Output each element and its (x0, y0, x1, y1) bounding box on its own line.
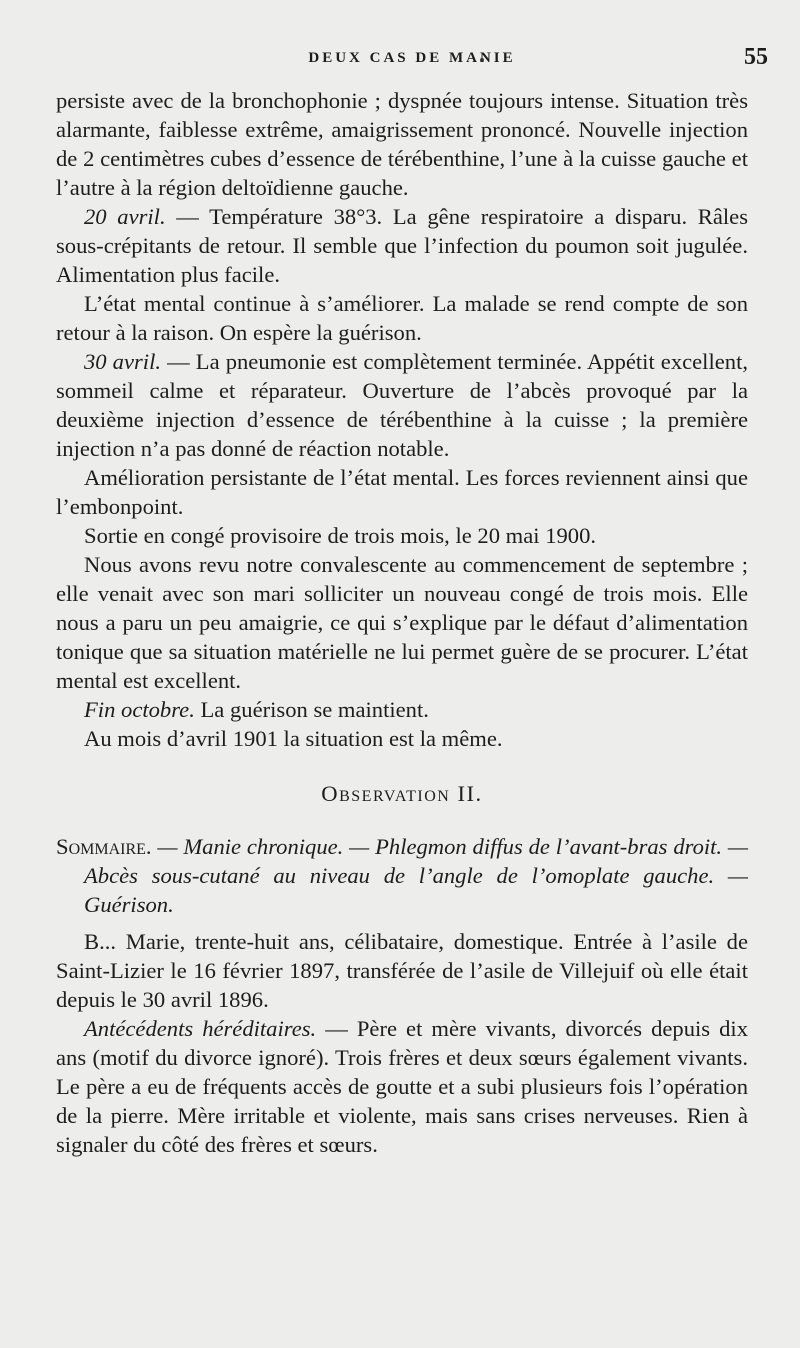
paragraph (56, 550, 748, 695)
paragraph (56, 695, 748, 724)
date-label: 20 avril. (84, 204, 166, 229)
summary-text: — Manie chronique. — Phlegmon diffus de l’avant-bras droit. — Abcès sous-cutané au niveau de l’angle de l’omoplate gauche. — Guérison. (84, 834, 748, 917)
paragraph (56, 463, 748, 521)
paragraph-text: La guérison se maintient. (194, 697, 429, 722)
paragraph-text: — Température 38°3. La gêne respiratoire a disparu. Râles sous-crépitants de retour. Il semble que l’infection du poumon soit jugulée. Alimentation plus facile. (56, 204, 748, 287)
paragraph (56, 927, 748, 1014)
paragraph (56, 86, 748, 202)
paragraph-text: Nous avons revu notre convalescente au commencement de septembre ; elle venait avec son mari solliciter un nouveau congé de trois mois. Elle nous a paru un peu amaigrie, ce qui s’explique par le défaut d’alimentation tonique que sa situation matérielle ne lui permet guère de se procurer. L’état mental est excellent. (56, 552, 748, 693)
section-label: Antécédents héréditaires. (84, 1016, 317, 1041)
paragraph-text: persiste avec de la bronchophonie ; dyspnée toujours intense. Situation très alarmante, faiblesse extrême, amaigrissement prononcé. Nouvelle injection de 2 centimètres cubes d’essence de térébenthine, l’une à la cuisse gauche et l’autre à la région deltoïdienne gauche. (56, 88, 748, 200)
paragraph-text: L’état mental continue à s’améliorer. La malade se rend compte de son retour à la raison. On espère la guérison. (56, 291, 748, 345)
paragraph (56, 347, 748, 463)
paragraph (56, 521, 748, 550)
paragraph (56, 289, 748, 347)
paragraph (56, 1014, 748, 1159)
date-label: 30 avril. (84, 349, 162, 374)
paragraph-text: Amélioration persistante de l’état mental. Les forces reviennent ainsi que l’embonpoint. (56, 465, 748, 519)
paragraph-text: — Père et mère vivants, divorcés depuis dix ans (motif du divorce ignoré). Trois frères et deux sœurs également vivants. Le père a eu de fréquents accès de goutte et a subi plusieurs fois l’opération de la pierre. Mère irritable et violente, mais sans crises nerveuses. Rien à signaler du côté des frères et sœurs. (56, 1016, 749, 1157)
page-header (56, 44, 768, 74)
section-heading: Observation II. (321, 781, 483, 806)
paragraph-text: Au mois d’avril 1901 la situation est la même. (84, 726, 503, 751)
running-title: DEUX CAS DE MANIE (308, 50, 516, 66)
body-text (56, 86, 748, 1159)
page-number: 55 (744, 44, 768, 70)
paragraph-text: — La pneumonie est complètement terminée. Appétit excellent, sommeil calme et réparateur. Ouverture de l’abcès provoqué par la deuxième injection d’essence de térébenthine à la cuisse ; la première injection n’a pas donné de réaction notable. (56, 349, 748, 461)
paragraph-text: B... Marie, trente-huit ans, célibataire, domestique. Entrée à l’asile de Saint-Lizier le 16 février 1897, transférée de l’asile de Villejuif où elle était depuis le 30 avril 1896. (56, 929, 748, 1012)
paragraph (56, 724, 748, 753)
paragraph-text: Sortie en congé provisoire de trois mois, le 20 mai 1900. (84, 523, 597, 548)
date-label: Fin octobre. (84, 697, 195, 722)
summary (56, 832, 748, 919)
summary-label: Sommaire. (56, 834, 152, 859)
paragraph (56, 202, 748, 289)
